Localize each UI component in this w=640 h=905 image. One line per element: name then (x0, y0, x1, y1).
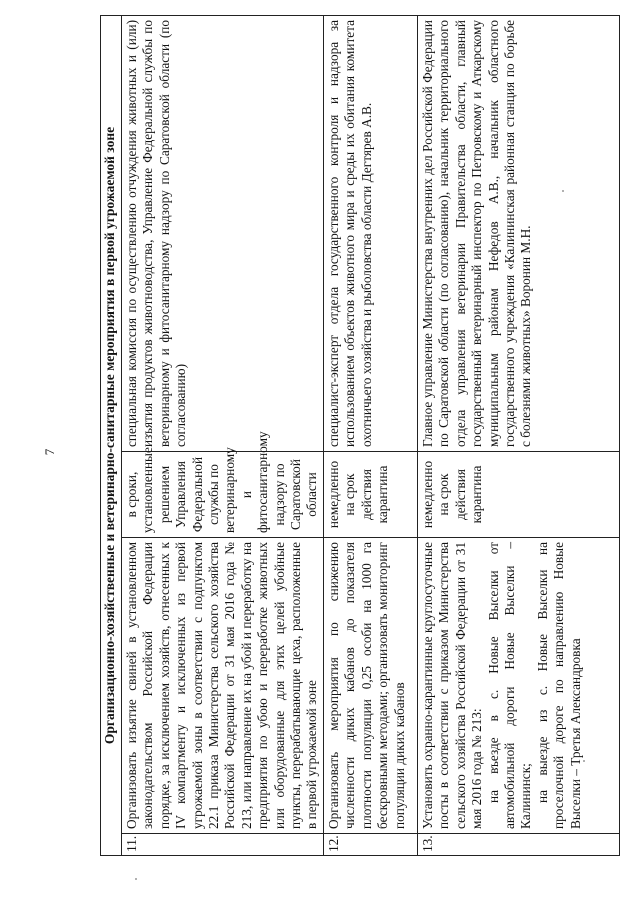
deadline-text: в сроки, установленные решением Управления Федеральной службы по ветеринарному и фитосанитарному надзору по Саратовской области (122, 452, 324, 538)
measure-text (417, 538, 619, 834)
measure-text: Организовать изъятие свиней в установленном законодательством Российской Федерации порядке, за исключением хозяйств, отнесенных к IV компартменту и исключенных из первой угрожаемой зоны в соответствии с подпунктом 22.1 приказа Министерства сельского хозяйства Российской Федерации от 31 мая 2016 года № 213, или направление их на убой и переработку на предприятия по убою и переработке животных или оборудованные для этих целей убойные пункты, перерабатывающие цеха, расположенные в первой угрожаемой зоне (122, 538, 324, 834)
scan-speck (583, 760, 585, 762)
row-number: 12. (323, 834, 417, 856)
scan-speck (135, 878, 137, 880)
rotated-page-content (100, 16, 620, 856)
measures-table (100, 15, 620, 856)
post-location-item: на въезде в с. Новые Выселки от автомобильной дороги Новые Выселки – Калининск; (485, 542, 534, 829)
measure-intro: Установить охранно-карантинные круглосуточные посты в соответствии с приказом Министерства сельского хозяйства Российской Федерации от 31 мая 2016 года № 213: (419, 542, 485, 829)
post-location-item: на выезде из с. Новые Выселки на проселочной дороге по направлению Новые Выселки – Третья Александровка (534, 542, 583, 829)
deadline-text: немедленно на срок действия карантина (417, 452, 619, 538)
table-row (122, 15, 324, 855)
responsible-text: специальная комиссия по осуществлению отчуждения животных и (или) изъятия продуктов животноводства, Управление Федеральной службы по ветеринарному и фитосанитарному надзору по Саратовской области (по согласованию) (122, 15, 324, 451)
row-number: 13. (417, 834, 619, 856)
row-number: 11. (122, 834, 324, 856)
measure-text: Организовать мероприятия по снижению численности диких кабанов до показателя плотности популяции 0,25 особи на 1000 га бескровными методами; организовать мониторинг популяции диких кабанов (323, 538, 417, 834)
table-row (417, 15, 619, 855)
page-number: 7 (42, 448, 57, 456)
deadline-text: немедленно на срок действия карантина (323, 452, 417, 538)
responsible-text: Главное управление Министерства внутренних дел Российской Федерации по Саратовской области (по согласованию), начальник территориального отдела управления ветеринарии Правительства области, главный государственный ветеринарный инспектор по Петровскому и Аткарскому муниципальным районам Нефедов А.В., начальник областного государственного учреждения «Калининская районная станция по борьбе с болезнями животных» Воронин М.Н. (417, 15, 619, 451)
section-header: Организационно-хозяйственные и ветеринарно-санитарные мероприятия в первой угрожаемой зоне (101, 15, 122, 855)
scan-speck (562, 190, 564, 192)
table-section-header-row (101, 15, 122, 855)
table-row (323, 15, 417, 855)
responsible-text: специалист-эксперт отдела государственного контроля и надзора за использованием объектов животного мира и среды их обитания комитета охотничьего хозяйства и рыболовства области Дегтярев А.В. (323, 15, 417, 451)
